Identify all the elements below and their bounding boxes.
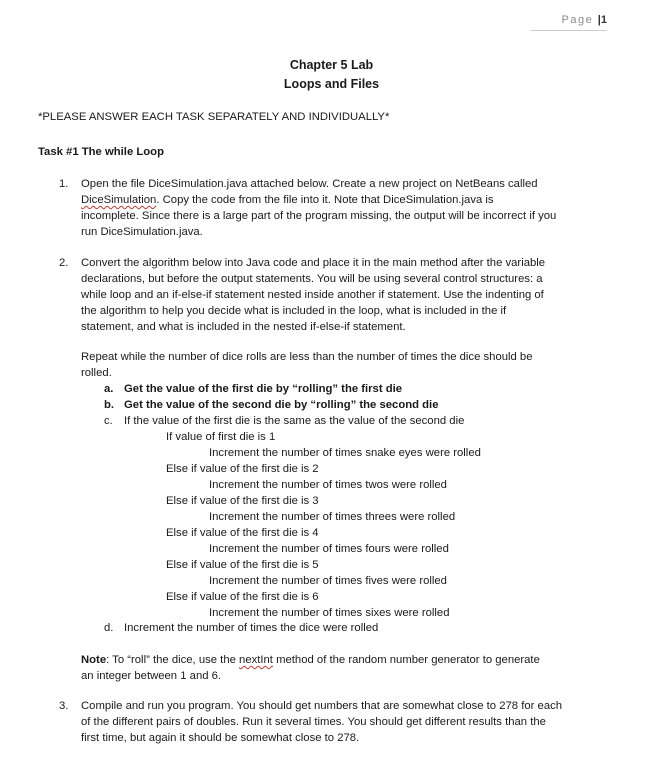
sub-item-d: [104, 620, 379, 636]
item-3-line: of the different pairs of doubles. Run it several times. You should get different results than the: [81, 716, 546, 728]
item-3-line: Compile and run you program. You should get numbers that are somewhat close to 278 for each: [81, 700, 563, 712]
note-paragraph: [81, 652, 601, 684]
list-number: 2.: [59, 257, 69, 269]
page-number-header: [562, 14, 607, 26]
note-label: Note: [81, 654, 107, 666]
condition-line: Else if value of the first die is 4: [166, 527, 319, 539]
list-item-2: [59, 255, 601, 335]
repeat-paragraph: [81, 349, 601, 381]
sub-item-text: Get the value of the first die by “rolling” the first die: [124, 383, 403, 395]
item-3-line: first time, but again it should be somewhat close to 278.: [81, 732, 360, 744]
note-line-2: an integer between 1 and 6.: [81, 670, 222, 682]
sub-item-text: Increment the number of times the dice were rolled: [124, 622, 379, 634]
page-number: 1: [600, 14, 607, 26]
sub-item-text: If the value of the first die is the same as the value of the second die: [124, 415, 465, 427]
sub-letter: c.: [104, 415, 113, 427]
list-number: 3.: [59, 700, 69, 712]
list-number: 1.: [59, 178, 69, 190]
item-2-line: while loop and an if-else-if statement nested inside another if statement. Use the indenting of: [81, 289, 544, 301]
item-1-line-4: run DiceSimulation.java.: [81, 226, 203, 238]
item-2-line: Convert the algorithm below into Java code and place it in the main method after the variable: [81, 257, 546, 269]
note-text: method of the random number generator to generate: [272, 654, 540, 666]
instructions-notice: *PLEASE ANSWER EACH TASK SEPARATELY AND INDIVIDUALLY*: [38, 111, 390, 123]
condition-line: If value of first die is 1: [166, 431, 276, 443]
item-1-line-3: incomplete. Since there is a large part of the program missing, the output will be incorrect if you: [81, 210, 557, 222]
item-2-line: declarations, but before the output statements. You will be using several control structures: a: [81, 273, 543, 285]
sub-item-a: [104, 381, 403, 397]
sub-letter: a.: [104, 383, 114, 395]
document-title: [0, 56, 663, 94]
title-line-2: Loops and Files: [283, 77, 380, 91]
spellcheck-word: nextInt: [239, 654, 273, 666]
sub-letter: b.: [104, 399, 115, 411]
page-label: Page: [561, 14, 594, 26]
item-1-line-2: [81, 192, 601, 208]
item-2-line: statement, and what is included in the nested if-else-if statement.: [81, 321, 406, 333]
page-separator: |: [597, 14, 601, 26]
action-line: Increment the number of times threes were rolled: [209, 511, 456, 523]
condition-line: Else if value of the first die is 2: [166, 463, 319, 475]
action-line: Increment the number of times sixes were rolled: [209, 607, 450, 619]
title-line-1: Chapter 5 Lab: [289, 58, 374, 72]
item-2-line: the algorithm to help you decide what is included in the loop, what is included in the if: [81, 305, 507, 317]
sub-letter: d.: [104, 622, 114, 634]
header-divider: [530, 30, 607, 31]
sub-item-c: [104, 413, 465, 429]
note-text: : To “roll” the dice, use the: [106, 654, 240, 666]
repeat-line: Repeat while the number of dice rolls are less than the number of times the dice should be: [81, 351, 533, 363]
repeat-line: rolled.: [81, 367, 112, 379]
condition-line: Else if value of the first die is 6: [166, 591, 319, 603]
action-line: Increment the number of times fives were rolled: [209, 575, 447, 587]
list-item-3: [59, 698, 601, 746]
list-item-1: [59, 176, 601, 240]
action-line: Increment the number of times fours were rolled: [209, 543, 449, 555]
spellcheck-word: DiceSimulation: [81, 194, 157, 206]
condition-line: Else if value of the first die is 5: [166, 559, 319, 571]
condition-line: Else if value of the first die is 3: [166, 495, 319, 507]
sub-item-text: Get the value of the second die by “rolling” the second die: [124, 399, 439, 411]
action-line: Increment the number of times snake eyes were rolled: [209, 447, 481, 459]
task-1-heading: Task #1 The while Loop: [38, 146, 164, 158]
item-1-line-2-text: . Copy the code from the file into it. Note that DiceSimulation.java is: [156, 194, 494, 206]
item-1-line-1: Open the file DiceSimulation.java attached below. Create a new project on NetBeans called: [81, 178, 538, 190]
note-line-1: [81, 652, 601, 668]
action-line: Increment the number of times twos were rolled: [209, 479, 447, 491]
sub-item-b: [104, 397, 439, 413]
